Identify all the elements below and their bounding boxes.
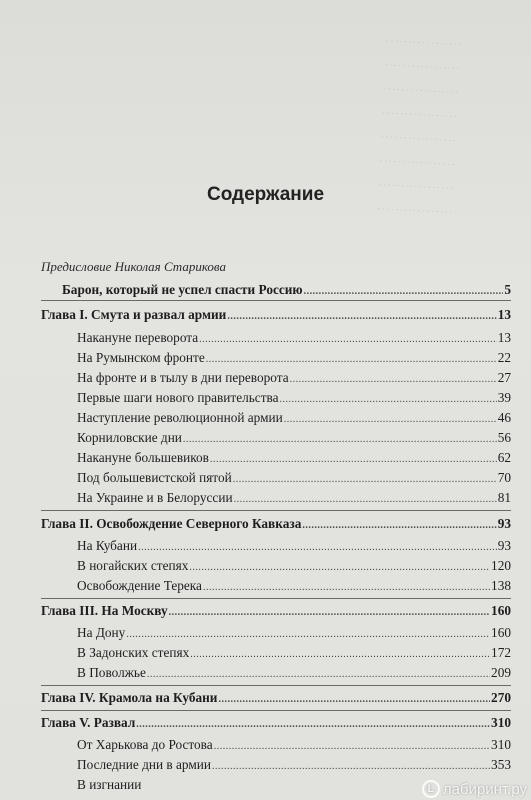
divider: [41, 300, 511, 301]
toc-section-page: 81: [497, 490, 511, 505]
toc-section-title: В Поволжье: [77, 665, 146, 680]
leader-dots: [210, 450, 497, 466]
leader-dots: [290, 370, 497, 386]
toc-section-title: Накануне переворота: [77, 330, 199, 345]
toc-section[interactable]: [77, 470, 511, 486]
toc-section-page: 138: [491, 578, 511, 593]
toc-section-page: 70: [497, 470, 511, 485]
leader-dots: [233, 470, 497, 486]
toc-section[interactable]: [77, 625, 511, 641]
toc-chapter-page: 310: [491, 715, 511, 730]
toc-section[interactable]: [77, 410, 511, 426]
toc-entry-title: Барон, который не успел спасти Россию: [62, 282, 303, 297]
leader-dots: [280, 390, 497, 406]
leader-dots: [147, 665, 490, 681]
toc-chapter-page: 93: [497, 516, 511, 531]
toc-section[interactable]: [77, 490, 511, 506]
leader-dots: [183, 430, 497, 446]
toc-section-page: 39: [497, 390, 511, 405]
toc-section-page: 93: [497, 538, 511, 553]
leader-dots: [199, 330, 497, 346]
toc-chapter-title: Глава I. Смута и развал армии: [41, 307, 227, 322]
toc-section-title: Корниловские дни: [77, 430, 182, 445]
toc-section-title: Освобождение Терека: [77, 578, 202, 593]
toc-section[interactable]: [77, 390, 511, 406]
toc-section-page: 310: [491, 737, 511, 752]
toc-section-title: Первые шаги нового правительства: [77, 390, 279, 405]
divider: [41, 710, 511, 711]
toc-chapter-page: 13: [497, 307, 511, 322]
toc-chapter-title: Глава IV. Крамола на Кубани: [41, 690, 218, 705]
toc-section-title: На фронте и в тылу в дни переворота: [77, 370, 289, 385]
toc-section-title: Под большевистской пятой: [77, 470, 232, 485]
toc-section[interactable]: [77, 645, 511, 661]
toc-section-page: 22: [497, 350, 511, 365]
preface-label: Предисловие Николая Старикова: [41, 259, 226, 274]
toc-chapter-4[interactable]: [41, 690, 511, 706]
toc-section-title: Наступление революционной армии: [77, 410, 283, 425]
toc-entry-page: 5: [504, 282, 511, 297]
divider: [41, 598, 511, 599]
toc-section-page: 56: [497, 430, 511, 445]
leader-dots: [206, 350, 497, 366]
leader-dots: [214, 737, 490, 753]
toc-section-page: 27: [497, 370, 511, 385]
leader-dots: [302, 516, 496, 532]
toc-chapter-title: Глава III. На Москву: [41, 603, 168, 618]
bleed-through-text: . . . . . . . . . . . . . . . . . . . . . . . . . . . . . . . . . . . . . . . . . . . . . . . . . . . . . . . . . . . . . . . . . . . . . . . . . . . . . . . . . . . . . . . . . . . . . . . . . . . . . . . . . . . . . . . . . . . . . . . . . . . . . . . . . . . . . . . .: [377, 33, 461, 215]
toc-section-title: Последние дни в армии: [77, 757, 211, 772]
toc-section-page: 172: [491, 645, 511, 660]
toc-section-page: 13: [497, 330, 511, 345]
leader-dots: [227, 307, 496, 323]
toc-section-page: 62: [497, 450, 511, 465]
leader-dots: [212, 757, 490, 773]
toc-section[interactable]: [77, 578, 511, 594]
toc-chapter-5[interactable]: [41, 715, 511, 731]
leader-dots: [190, 645, 490, 661]
toc-section[interactable]: [77, 538, 511, 554]
leader-dots: [203, 578, 490, 594]
toc-section-title: В изгнании: [77, 777, 142, 792]
leader-dots: [218, 690, 490, 706]
toc-chapter-2[interactable]: [41, 516, 511, 532]
divider: [41, 685, 511, 686]
leader-dots: [304, 282, 504, 298]
toc-section-title: На Кубани: [77, 538, 138, 553]
leader-dots: [136, 715, 490, 731]
toc-section[interactable]: [77, 558, 511, 574]
toc-section[interactable]: [77, 370, 511, 386]
toc-chapter-page: 270: [491, 690, 511, 705]
watermark: [422, 780, 527, 798]
toc-section-title: На Украине и в Белоруссии: [77, 490, 233, 505]
leader-dots: [284, 410, 497, 426]
toc-chapter-page: 160: [491, 603, 511, 618]
labirint-logo-icon: L: [422, 780, 440, 798]
page-title: Содержание: [206, 184, 325, 205]
toc-section-title: От Харькова до Ростова: [77, 737, 213, 752]
toc-section-page: 353: [491, 757, 511, 772]
toc-section-page: 160: [491, 625, 511, 640]
toc-section[interactable]: [77, 665, 511, 681]
divider: [41, 510, 511, 511]
toc-section[interactable]: [77, 450, 511, 466]
toc-chapter-title: Глава II. Освобождение Северного Кавказа: [41, 516, 302, 531]
leader-dots: [189, 558, 490, 574]
toc-section-title: В ногайских степях: [77, 558, 189, 573]
toc-section[interactable]: [77, 330, 511, 346]
leader-dots: [169, 603, 490, 619]
toc-section-title: В Задонских степях: [77, 645, 190, 660]
toc-section[interactable]: [77, 777, 407, 793]
toc-chapter-1[interactable]: [41, 307, 511, 323]
toc-section[interactable]: [77, 350, 511, 366]
toc-entry-preface[interactable]: [62, 282, 511, 298]
leader-dots: [234, 490, 497, 506]
toc-chapter-title: Глава V. Развал: [41, 715, 136, 730]
toc-section-title: На Румынском фронте: [77, 350, 205, 365]
toc-section-page: 120: [491, 558, 511, 573]
toc-section-title: Накануне большевиков: [77, 450, 209, 465]
toc-section[interactable]: [77, 757, 511, 773]
toc-chapter-3[interactable]: [41, 603, 511, 619]
toc-section[interactable]: [77, 737, 511, 753]
toc-section-page: 209: [491, 665, 511, 680]
leader-dots: [126, 625, 490, 641]
leader-dots: [138, 538, 497, 554]
toc-section-title: На Дону: [77, 625, 126, 640]
toc-section[interactable]: [77, 430, 511, 446]
toc-section-page: 46: [497, 410, 511, 425]
watermark-text: лабиринт.ру: [442, 780, 527, 798]
